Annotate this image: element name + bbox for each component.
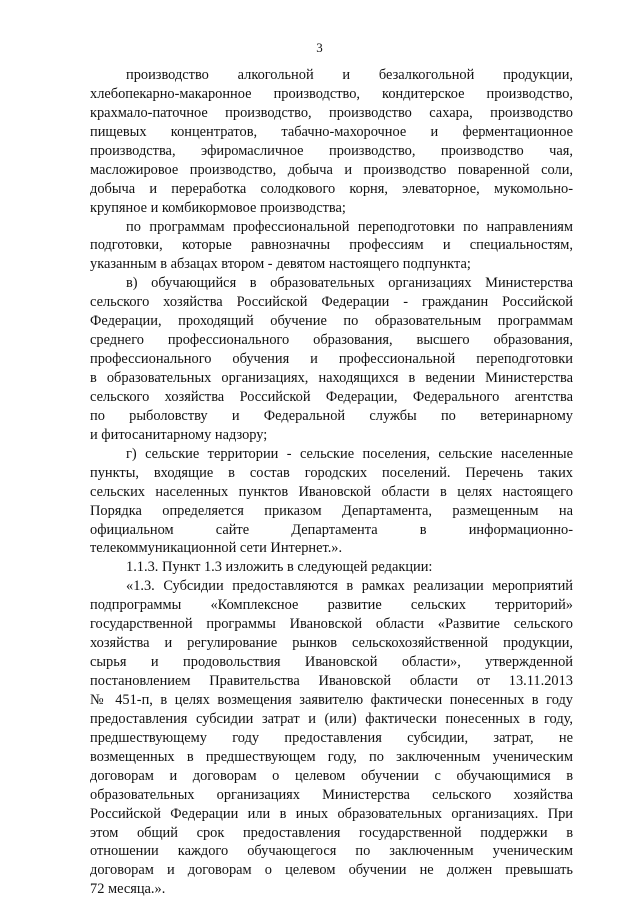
text-line: масложировое производство, добыча и производство поваренной соли, xyxy=(90,161,573,178)
text-line: по рыболовству и Федеральной службы по ветеринарному xyxy=(90,407,573,424)
text-line: отношении каждого обучающегося по заключенным ученическим xyxy=(90,843,573,860)
text-line: официальном сайте Департамента в информационно- xyxy=(90,521,573,538)
text-line: в) обучающийся в образовательных организациях Министерства xyxy=(126,275,573,292)
text-line: «1.3. Субсидии предоставляются в рамках реализации мероприятий xyxy=(126,578,573,595)
text-line: № 451-п, в целях возмещения заявителю фактически понесенных в году xyxy=(90,691,573,708)
text-line: возмещенных в предшествующем году, по заключенным ученическим xyxy=(90,748,573,765)
text-line: производства, эфиромасличное производство, производство чая, xyxy=(90,142,573,159)
text-line: государственной программы Ивановской области «Развитие сельского xyxy=(90,616,573,633)
text-line: добыча и переработка солодкового корня, элеваторное, мукомольно- xyxy=(90,180,573,197)
text-line: телекоммуникационной сети Интернет.». xyxy=(90,540,343,557)
text-line: подготовки, которые равнозначны профессиям и специальностям, xyxy=(90,237,573,254)
text-line: пункты, входящие в состав городских поселений. Перечень таких xyxy=(90,464,573,481)
text-line: образовательных организациях Министерства сельского хозяйства xyxy=(90,786,573,803)
text-line: сельского хозяйства Российской Федерации - гражданин Российской xyxy=(90,294,573,311)
text-line: Российской Федерации или в иных образовательных организациях. При xyxy=(90,805,573,822)
text-line: среднего профессионального образования, высшего образования, xyxy=(90,332,573,349)
text-line: этом общий срок предоставления государственной поддержки в xyxy=(90,824,573,841)
text-line: пищевых концентратов, табачно-махорочное и ферментационное xyxy=(90,123,573,140)
text-line: производство алкогольной и безалкогольной продукции, xyxy=(126,67,573,83)
text-line: и фитосанитарному надзору; xyxy=(90,426,268,443)
text-line: 1.1.3. Пункт 1.3 изложить в следующей редакции: xyxy=(126,559,433,576)
document-body xyxy=(90,66,573,899)
text-line: сырья и продовольствия Ивановской области», утвержденной xyxy=(90,654,573,671)
text-line: договорам и договорам о целевом обучении с обучающимися в xyxy=(90,767,573,784)
text-line: 72 месяца.». xyxy=(90,881,166,898)
page-number: 3 xyxy=(316,40,323,55)
text-line: указанным в абзацах втором - девятом настоящего подпункта; xyxy=(90,256,471,273)
text-line: подпрограммы «Комплексное развитие сельских территорий» xyxy=(90,597,573,614)
text-line: сельских населенных пунктов Ивановской области в целях настоящего xyxy=(90,483,573,500)
text-line: постановлением Правительства Ивановской области от 13.11.2013 xyxy=(90,673,573,689)
text-line: г) сельские территории - сельские поселения, сельские населенные xyxy=(126,445,573,462)
text-line: по программам профессиональной переподготовки по направлениям xyxy=(126,218,573,235)
text-line: хлебопекарно-макаронное производство, кондитерское производство, xyxy=(90,85,573,102)
text-line: в образовательных организациях, находящихся в ведении Министерства xyxy=(90,370,573,386)
text-line: крупяное и комбикормовое производства; xyxy=(90,199,346,216)
text-line: предоставления субсидии затрат и (или) фактически понесенных в году, xyxy=(90,710,573,727)
text-line: хозяйства и регулирование рынков сельскохозяйственной продукции, xyxy=(90,635,573,652)
text-line: предшествующему году предоставления субсидии, затрат, не xyxy=(90,729,573,746)
text-line: Порядка определяется приказом Департамента, размещенным на xyxy=(90,502,573,519)
text-line: крахмало-паточное производство, производство сахара, производство xyxy=(90,104,573,121)
text-line: сельского хозяйства Российской Федерации, Федерального агентства xyxy=(90,388,573,405)
text-line: договорам и договорам о целевом обучении не должен превышать xyxy=(90,862,573,879)
text-line: Федерации, проходящий обучение по образовательным программам xyxy=(90,313,573,330)
text-line: профессионального обучения и профессиональной переподготовки xyxy=(90,351,573,368)
